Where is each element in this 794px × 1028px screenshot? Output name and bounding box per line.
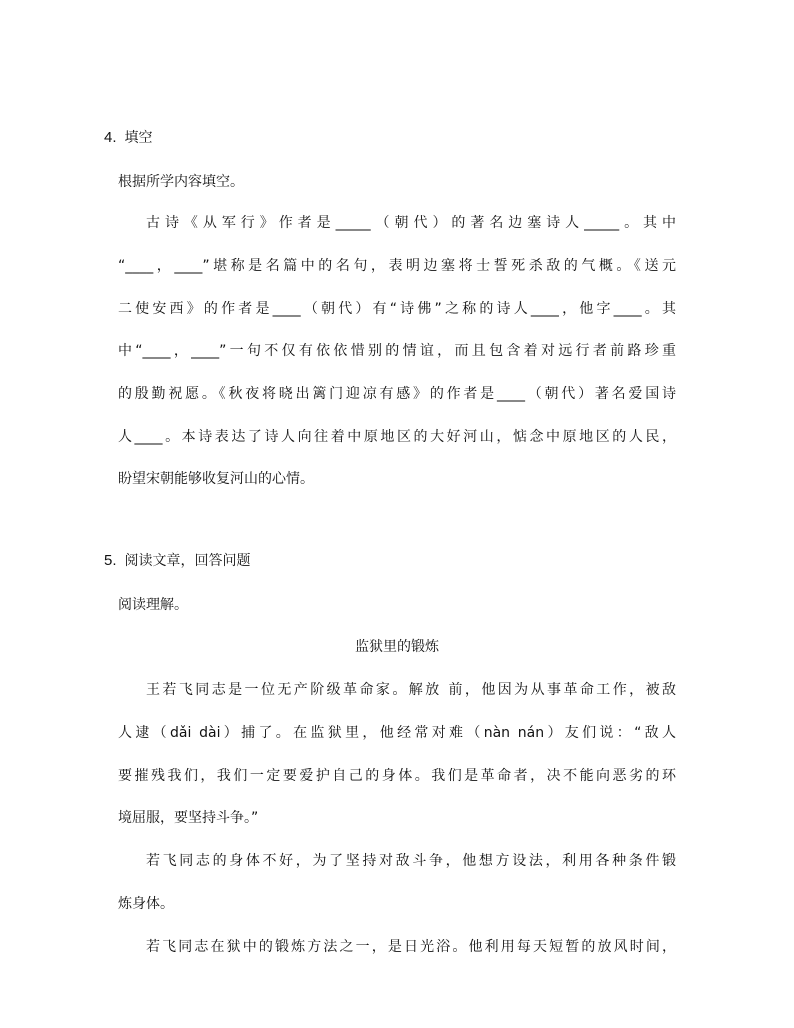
q4-line-2: “____，____”堪称是名篇中的名句，表明边塞将士誓死杀敌的气概。《送元	[118, 258, 676, 274]
q4-line-7: 盼望宋朝能够收复河山的心情。	[118, 471, 314, 487]
q5-line-3: 要摧残我们，我们一定要爱护自己的身体。我们是革命者，决不能向恶劣的环	[118, 768, 676, 784]
q5-line-4: 境屈服，要坚持斗争。”	[118, 810, 259, 826]
q5-line-2: 人逮（dǎi dài）捕了。在监狱里，他经常对难（nàn nán）友们说：“敌人	[118, 725, 676, 741]
q4-heading	[104, 128, 153, 148]
q5-line-5: 若飞同志的身体不好，为了坚持对敌斗争，他想方设法，利用各种条件锻	[146, 853, 676, 869]
q4-type: 填空	[124, 130, 153, 146]
q4-instruction: 根据所学内容填空。	[118, 174, 244, 190]
q5-line-7: 若飞同志在狱中的锻炼方法之一，是日光浴。他利用每天短暂的放风时间，	[146, 939, 676, 955]
q4-line-6: 人____。本诗表达了诗人向往着中原地区的大好河山，惦念中原地区的人民，	[118, 429, 676, 445]
q4-line-1: 古诗《从军行》作者是_____（朝代）的著名边塞诗人_____。其中	[146, 215, 676, 231]
article-title: 监狱里的锻炼	[355, 639, 439, 655]
q4-line-5: 的殷勤祝愿。《秋夜将晓出篱门迎凉有感》的作者是____（朝代）著名爱国诗	[118, 386, 676, 402]
q4-line-3: 二使安西》的作者是____（朝代）有“诗佛”之称的诗人____，他字____。其	[118, 301, 676, 317]
q5-line-6: 炼身体。	[118, 896, 174, 912]
q5-number: 5.	[104, 552, 117, 569]
q5-instruction: 阅读理解。	[118, 597, 188, 613]
q4-number: 4.	[104, 129, 117, 146]
q5-heading	[104, 551, 251, 571]
q5-type: 阅读文章，回答问题	[124, 553, 251, 569]
q4-line-4: 中“____，____”一句不仅有依依惜别的情谊，而且包含着对远行者前路珍重	[118, 343, 676, 359]
q5-line-1: 王若飞同志是一位无产阶级革命家。解放 前，他因为从事革命工作，被敌	[146, 682, 676, 698]
